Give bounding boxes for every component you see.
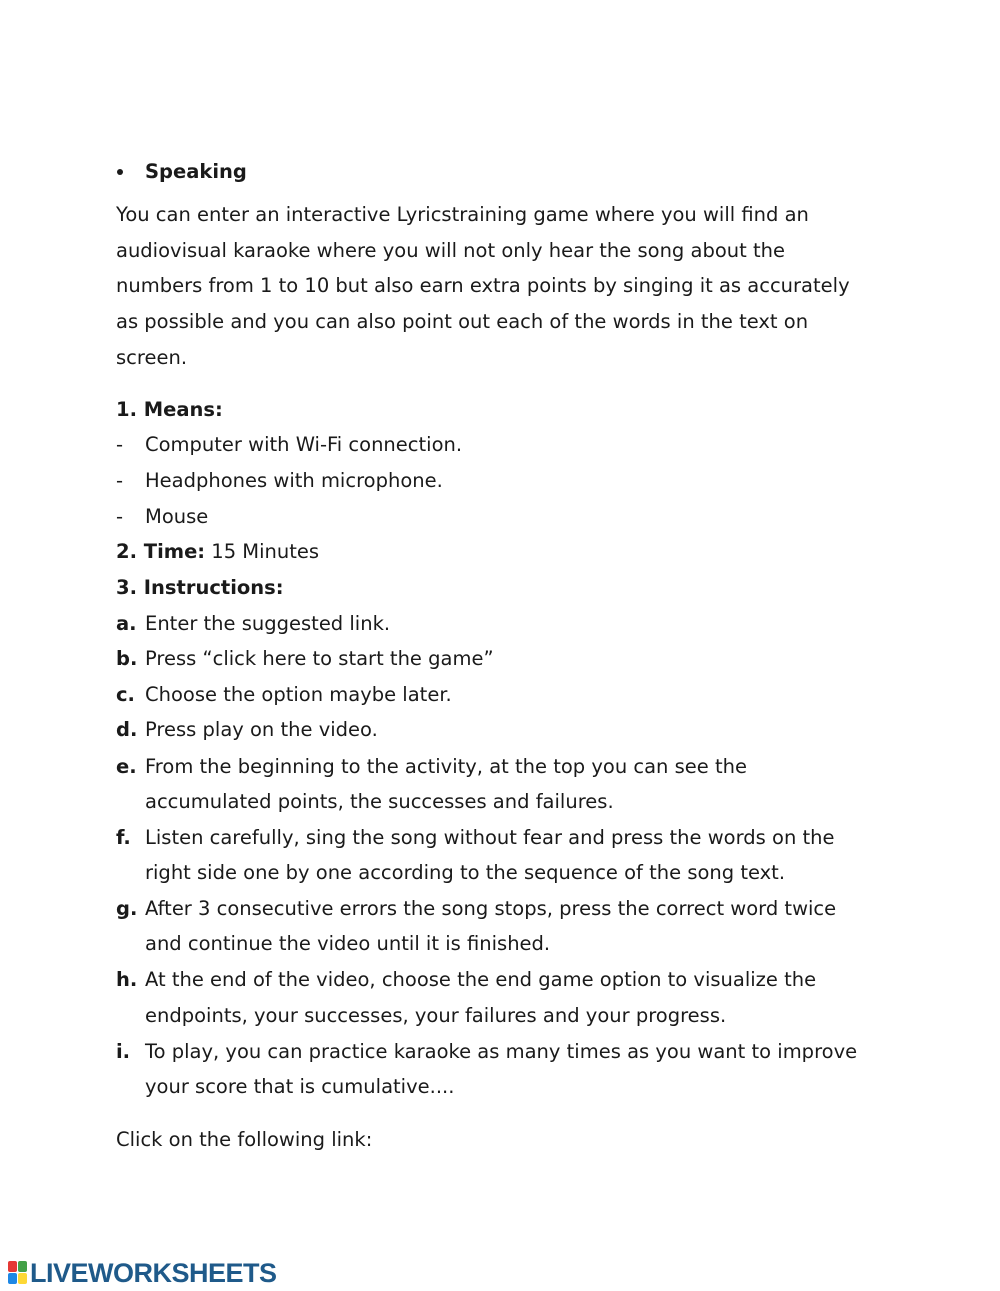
means-item: Headphones with microphone. [145, 469, 443, 492]
paragraph-line: audiovisual karaoke where you will not only hear the song about the [116, 239, 785, 262]
section-heading: Speaking [145, 160, 247, 183]
instruction-line: To play, you can practice karaoke as many times as you want to improve [145, 1040, 858, 1063]
time-value: 15 Minutes [205, 540, 320, 563]
instruction-line: Listen carefully, sing the song without fear and press the words on the [145, 826, 835, 849]
list-marker: - [116, 469, 124, 492]
instruction-line: Press play on the video. [145, 718, 378, 741]
list-marker: a. [116, 612, 137, 635]
instruction-line: right side one by one according to the sequence of the song text. [145, 861, 786, 884]
list-marker: b. [116, 647, 138, 670]
list-marker: c. [116, 683, 135, 706]
liveworksheets-logo[interactable] [8, 1259, 277, 1287]
list-marker: e. [116, 755, 137, 778]
instruction-line: your score that is cumulative.... [145, 1075, 455, 1098]
means-item: Computer with Wi-Fi connection. [145, 433, 463, 456]
instruction-line: and continue the video until it is finished. [145, 932, 551, 955]
instruction-line: accumulated points, the successes and failures. [145, 790, 614, 813]
instruction-line: After 3 consecutive errors the song stops, press the correct word twice [145, 897, 837, 920]
instruction-line: endpoints, your successes, your failures and your progress. [145, 1004, 727, 1027]
logo-text: LIVEWORKSHEETS [30, 1257, 277, 1288]
means-label: 1. Means: [116, 398, 223, 421]
list-marker: f. [116, 826, 131, 849]
list-marker: h. [116, 968, 138, 991]
link-prompt: Click on the following link: [116, 1128, 373, 1151]
paragraph-line: You can enter an interactive Lyricstraining game where you will find an [116, 203, 809, 226]
liveworksheets-icon [8, 1261, 28, 1285]
paragraph-line: numbers from 1 to 10 but also earn extra points by singing it as accurately [116, 274, 850, 297]
instructions-label: 3. Instructions: [116, 576, 284, 599]
list-marker: g. [116, 897, 138, 920]
time-label: 2. Time: [116, 540, 206, 563]
list-marker: - [116, 433, 124, 456]
bullet-dot [117, 169, 123, 175]
list-marker: - [116, 505, 124, 528]
instruction-line: Press “click here to start the game” [145, 647, 494, 670]
list-marker: d. [116, 718, 138, 741]
paragraph-line: as possible and you can also point out each of the words in the text on [116, 310, 809, 333]
instruction-line: At the end of the video, choose the end game option to visualize the [145, 968, 817, 991]
means-item: Mouse [145, 505, 209, 528]
instruction-line: Enter the suggested link. [145, 612, 391, 635]
instruction-line: Choose the option maybe later. [145, 683, 452, 706]
instruction-line: From the beginning to the activity, at the top you can see the [145, 755, 747, 778]
list-marker: i. [116, 1040, 131, 1063]
paragraph-line: screen. [116, 346, 188, 369]
time-line [116, 540, 319, 564]
